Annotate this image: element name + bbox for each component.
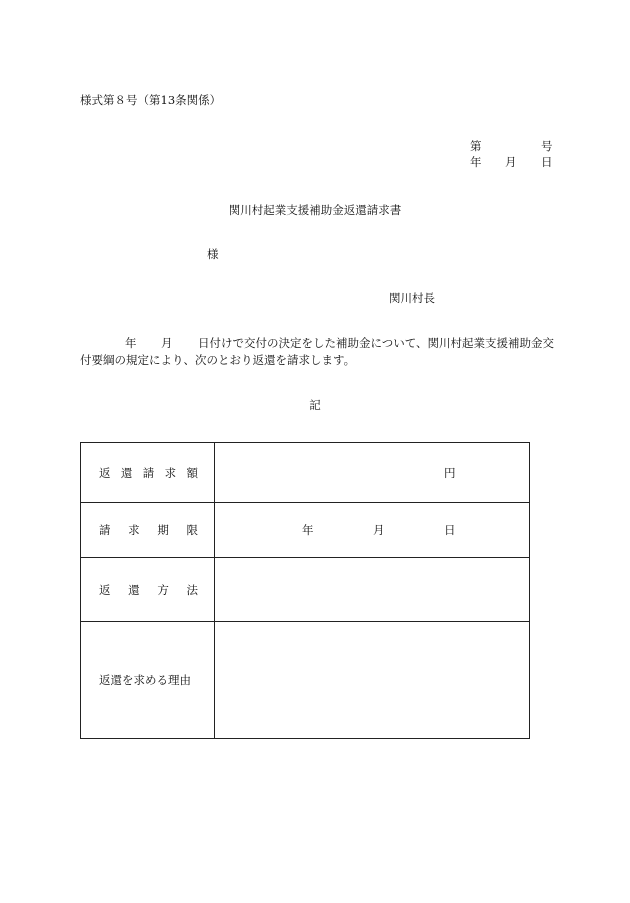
document-number-label: 第 [470,139,482,153]
refund-method-label: 返 還 方 法 [81,558,215,622]
body-paragraph-line-2: 付要綱の規定により、次のとおり返還を請求します。 [80,353,356,367]
table-row [81,558,530,622]
details-table [80,442,530,739]
addressee-honorific: 様 [207,247,219,261]
body-month: 月 [161,336,173,350]
table-row [81,503,530,558]
refund-reason-field[interactable] [215,622,530,739]
refund-amount-label: 返 還 請 求 額 [81,443,215,503]
document-title: 関川村起業支援補助金返還請求書 [228,203,402,217]
table-row [81,622,530,739]
document-number-suffix: 号 [541,139,553,153]
yen-unit: 円 [444,465,456,480]
issuer-name: 関川村長 [389,291,435,305]
date-month-label: 月 [505,155,517,169]
ki-heading: 記 [309,398,321,412]
deadline-day: 日 [444,523,456,537]
date-year-label: 年 [470,155,482,169]
form-number-label: 様式第８号（第13条関係） [80,93,222,107]
body-line-1-text: 日付けで交付の決定をした補助金について、関川村起業支援補助金交 [198,336,555,350]
refund-amount-field[interactable] [215,443,530,503]
body-year: 年 [125,336,137,350]
date-day-label: 日 [541,155,553,169]
table-row [81,443,530,503]
deadline-month: 月 [373,523,385,537]
deadline-field[interactable] [215,503,530,558]
refund-method-field[interactable] [215,558,530,622]
deadline-year: 年 [302,523,314,537]
deadline-label: 請 求 期 限 [81,503,215,558]
refund-reason-label: 返還を求める理由 [81,622,215,739]
